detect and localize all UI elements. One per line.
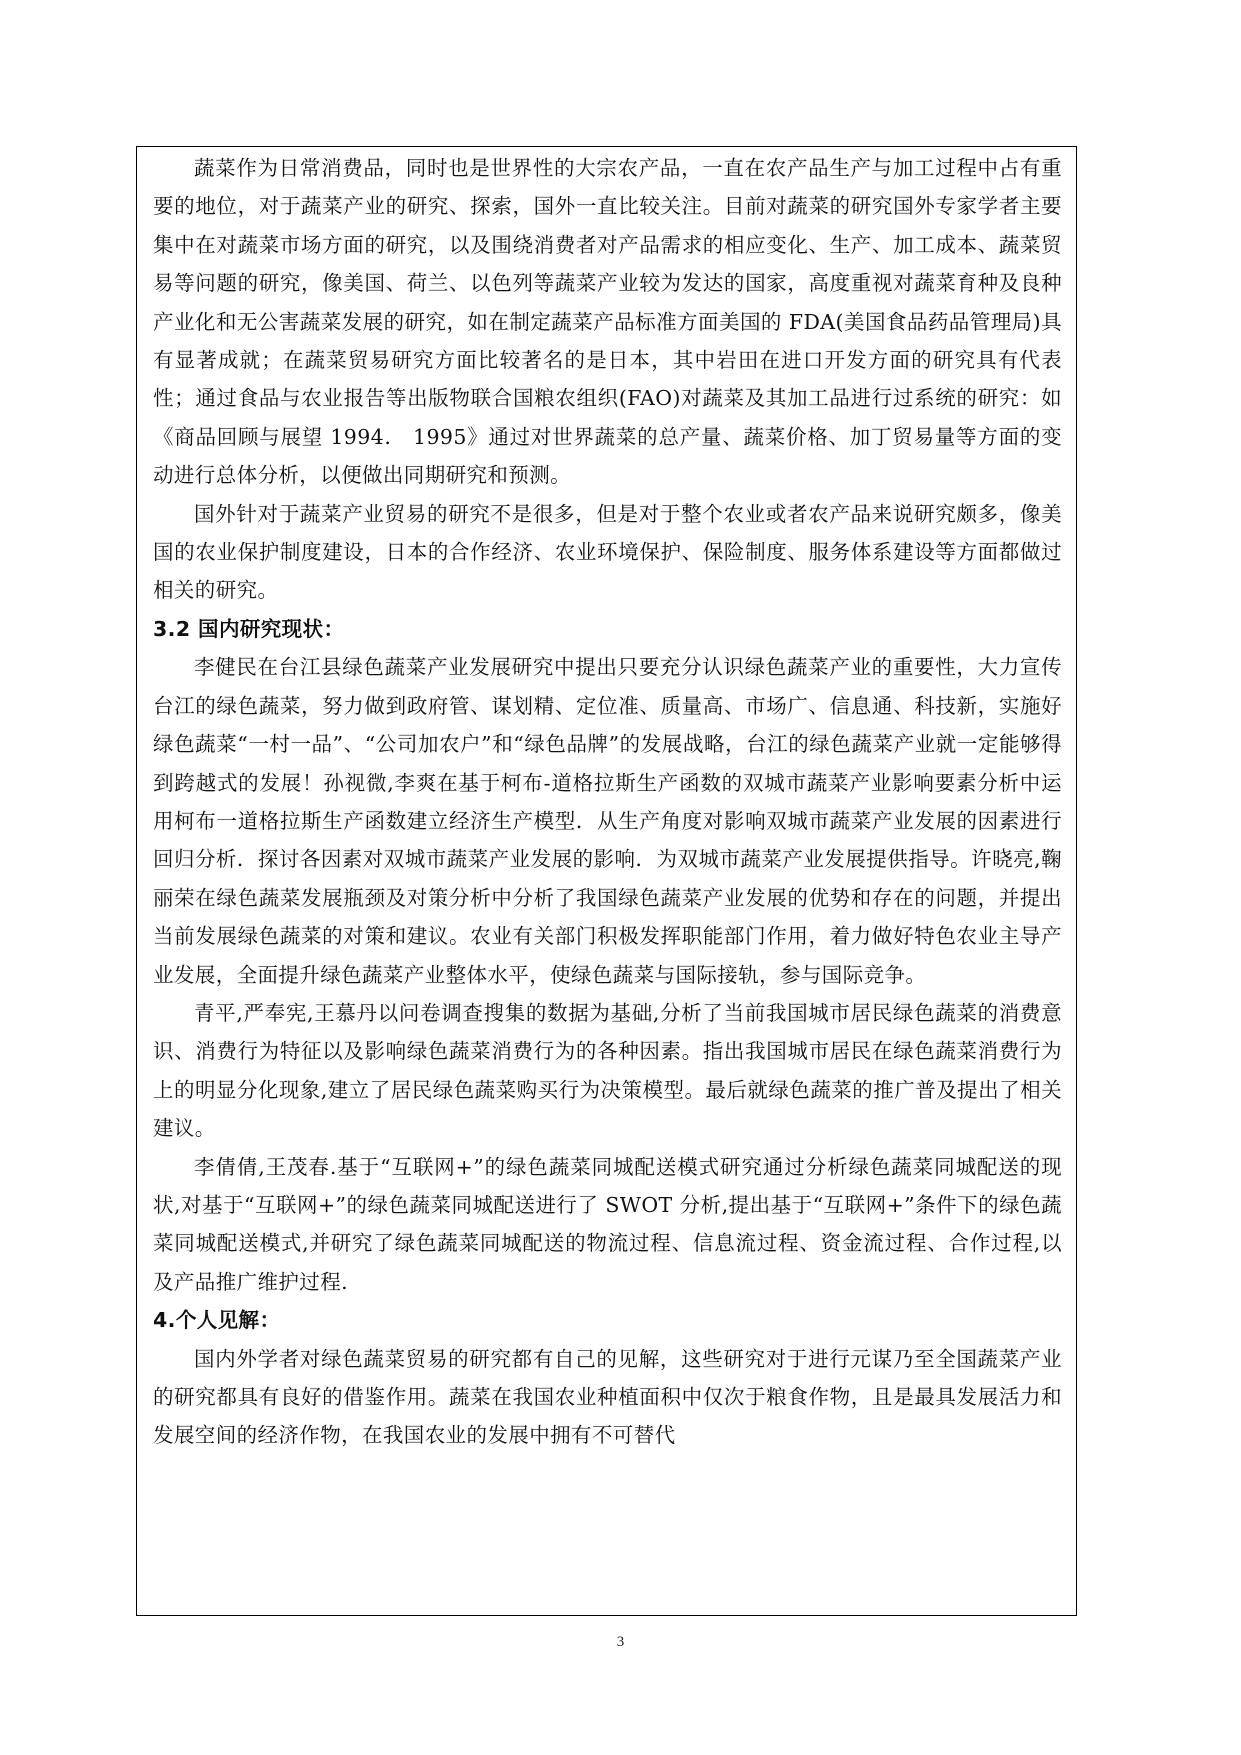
heading-personal-opinion: 4.个人见解：: [153, 1308, 281, 1333]
paragraph-personal-opinion: 国内外学者对绿色蔬菜贸易的研究都有自己的见解，这些研究对于进行元谋乃至全国蔬菜产业的研究都具有良好的借鉴作用。蔬菜在我国农业种植面积中仅次于粮食作物，且是最具发展活力和发展空间的经济作物，在我国农业的发展中拥有不可替代: [153, 1346, 1062, 1448]
page-number: 3: [616, 1634, 625, 1650]
content-frame: [136, 146, 1077, 1616]
paragraph-domestic-research-1: 李健民在台江县绿色蔬菜产业发展研究中提出只要充分认识绿色蔬菜产业的重要性，大力宣传台江的绿色蔬菜，努力做到政府管、谋划精、定位准、质量高、市场广、信息通、科技新，实施好绿色蔬菜“一村一品”、“公司加农户”和“绿色品牌”的发展战略，台江的绿色蔬菜产业就一定能够得到跨越式的发展！孙视微,李爽在基于柯布-道格拉斯生产函数的双城市蔬菜产业影响要素分析中运用柯布一道格拉斯生产函数建立经济生产模型．从生产角度对影响双城市蔬菜产业发展的因素进行回归分析．探讨各因素对双城市蔬菜产业发展的影响．为双城市蔬菜产业发展提供指导。许晓亮,鞠丽荣在绿色蔬菜发展瓶颈及对策分析中分析了我国绿色蔬菜产业发展的优势和存在的问题，并提出当前发展绿色蔬菜的对策和建议。农业有关部门积极发挥职能部门作用，着力做好特色农业主导产业发展，全面提升绿色蔬菜产业整体水平，使绿色蔬菜与国际接轨，参与国际竞争。: [153, 655, 1062, 987]
heading-domestic-research: 3.2 国内研究现状：: [153, 616, 345, 641]
paragraph-domestic-research-2: 青平,严奉宪,王慕丹以问卷调查搜集的数据为基础,分析了当前我国城市居民绿色蔬菜的消费意识、消费行为特征以及影响绿色蔬菜消费行为的各种因素。指出我国城市居民在绿色蔬菜消费行为上的明显分化现象,建立了居民绿色蔬菜购买行为决策模型。最后就绿色蔬菜的推广普及提出了相关建议。: [153, 1000, 1062, 1141]
paragraph-foreign-trade-research: 国外针对于蔬菜产业贸易的研究不是很多，但是对于整个农业或者农产品来说研究颇多，像美国的农业保护制度建设，日本的合作经济、农业环境保护、保险制度、服务体系建设等方面都做过相关的研究。: [153, 501, 1062, 603]
paragraph-foreign-research: 蔬菜作为日常消费品，同时也是世界性的大宗农产品，一直在农产品生产与加工过程中占有重要的地位，对于蔬菜产业的研究、探索，国外一直比较关注。目前对蔬菜的研究国外专家学者主要集中在对蔬菜市场方面的研究，以及围绕消费者对产品需求的相应变化、生产、加工成本、蔬菜贸易等问题的研究，像美国、荷兰、以色列等蔬菜产业较为发达的国家，高度重视对蔬菜育种及良种产业化和无公害蔬菜发展的研究，如在制定蔬菜产品标准方面美国的 FDA(美国食品药品管理局)具有显著成就；在蔬菜贸易研究方面比较著名的是日本，其中岩田在进口开发方面的研究具有代表性；通过食品与农业报告等出版物联合国粮农组织(FAO)对蔬菜及其加工品进行过系统的研究：如《商品回顾与展望 1994． 1995》通过对世界蔬菜的总产量、蔬菜价格、加丁贸易量等方面的变动进行总体分析，以便做出同期研究和预测。: [153, 156, 1062, 488]
paragraph-domestic-research-3: 李倩倩,王茂春.基于“互联网+”的绿色蔬菜同城配送模式研究通过分析绿色蔬菜同城配送的现状,对基于“互联网+”的绿色蔬菜同城配送进行了 SWOT 分析,提出基于“互联网+”条件下的绿色蔬菜同城配送模式,并研究了绿色蔬菜同城配送的物流过程、信息流过程、资金流过程、合作过程,以及产品推广维护过程.: [153, 1154, 1062, 1294]
